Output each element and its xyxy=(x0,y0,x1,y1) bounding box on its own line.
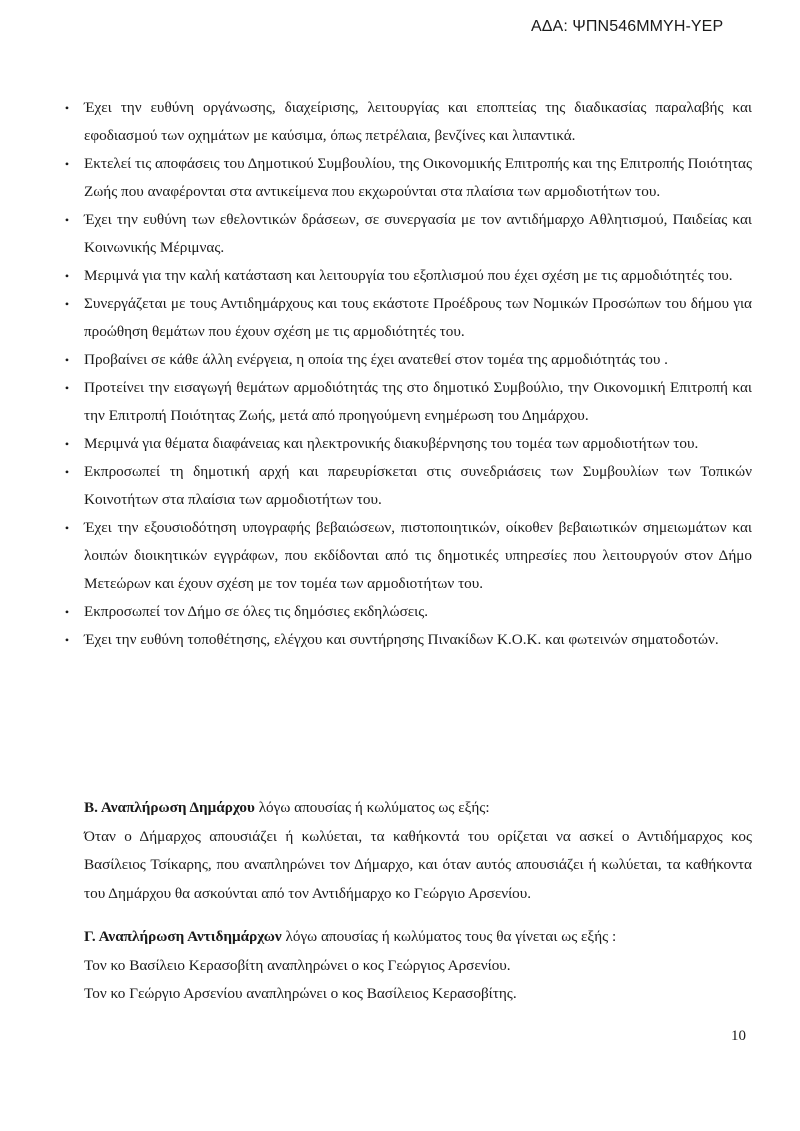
deputy-mayors-substitution-section xyxy=(84,923,752,1009)
substitution-line: Τον κο Γεώργιο Αρσενίου αναπληρώνει ο κος Βασίλειος Κερασοβίτης. xyxy=(84,985,517,1002)
list-item-text: Εκπροσωπεί τη δημοτική αρχή και παρευρίσκεται στις συνεδριάσεις των Συμβουλίων των Τοπικών Κοινοτήτων στα πλαίσια των αρμοδιοτήτων του. xyxy=(84,463,752,508)
ada-document-code: ΑΔΑ: ΨΠΝ546ΜΜΥΗ-ΥΕΡ xyxy=(531,18,724,35)
list-item xyxy=(62,598,752,626)
list-item-text: Συνεργάζεται με τους Αντιδημάρχους και τους εκάστοτε Προέδρους των Νομικών Προσώπων του δήμου για προώθηση θεμάτων που έχουν σχέση με τις αρμοδιότητές του. xyxy=(84,295,752,340)
list-item xyxy=(62,150,752,206)
list-item-text: Προβαίνει σε κάθε άλλη ενέργεια, η οποία της έχει ανατεθεί στον τομέα της αρμοδιότητάς του . xyxy=(84,351,668,368)
list-item xyxy=(62,458,752,514)
list-item xyxy=(62,290,752,346)
bullet-icon: • xyxy=(64,213,70,227)
section-heading-rest: λόγω απουσίας ή κωλύματος ως εξής: xyxy=(254,799,490,816)
list-item-text: Έχει την ευθύνη των εθελοντικών δράσεων, σε συνεργασία με τον αντιδήμαρχο Αθλητισμού, Παιδείας και Κοινωνικής Μέριμνας. xyxy=(84,211,752,256)
list-item xyxy=(62,374,752,430)
list-item-text: Προτείνει την εισαγωγή θεμάτων αρμοδιότητάς της στο δημοτικό Συμβούλιο, την Οικονομική Επιτροπή και την Επιτροπή Ποιότητας Ζωής, μετά από προηγούμενη ενημέρωση του Δημάρχου. xyxy=(84,379,752,424)
page-number: 10 xyxy=(731,1028,746,1044)
responsibilities-list xyxy=(62,94,752,654)
bullet-icon: • xyxy=(64,101,70,115)
list-item-text: Εκπροσωπεί τον Δήμο σε όλες τις δημόσιες εκδηλώσεις. xyxy=(84,603,429,620)
section-heading-bold: Γ. Αναπλήρωση Αντιδημάρχων xyxy=(84,928,282,945)
bullet-icon: • xyxy=(64,605,70,619)
bullet-icon: • xyxy=(64,381,70,395)
list-item xyxy=(62,262,752,290)
list-item-text: Εκτελεί τις αποφάσεις του Δημοτικού Συμβουλίου, της Οικονομικής Επιτροπής και της Επιτροπής Ποιότητας Ζωής που αναφέρονται στα αντικείμενα που εκχωρούνται στα πλαίσια των αρμοδιοτήτων του. xyxy=(84,155,752,200)
section-heading xyxy=(84,923,752,952)
list-item xyxy=(62,430,752,458)
section-body: Όταν ο Δήμαρχος απουσιάζει ή κωλύεται, τα καθήκοντά του ορίζεται να ασκεί ο Αντιδήμαρχος κος Βασίλειος Τσίκαρης, που αναπληρώνει τον Δήμαρχο, και όταν αυτός απουσιάζει ή κωλύεται, τα καθήκοντα του Δημάρχου θα ασκούνται από τον Αντιδήμαρχο κο Γεώργιο Αρσενίου. xyxy=(84,827,752,902)
bullet-icon: • xyxy=(64,157,70,171)
bullet-icon: • xyxy=(64,269,70,283)
substitution-line: Τον κο Βασίλειο Κερασοβίτη αναπληρώνει ο κος Γεώργιος Αρσενίου. xyxy=(84,956,511,974)
list-item xyxy=(62,206,752,262)
bullet-icon: • xyxy=(64,297,70,311)
bullet-icon: • xyxy=(64,437,70,451)
list-item-text: Έχει την ευθύνη οργάνωσης, διαχείρισης, λειτουργίας και εποπτείας της διαδικασίας παραλαβής και εφοδιασμού των οχημάτων με καύσιμα, όπως πετρέλαια, βενζίνες και λιπαντικά. xyxy=(84,99,752,144)
list-item-text: Έχει την εξουσιοδότηση υπογραφής βεβαιώσεων, πιστοποιητικών, οίκοθεν βεβαιωτικών σημειωμάτων και λοιπών διοικητικών εγγράφων, που εκδίδονται από τις δημοτικές υπηρεσίες που λειτουργούν στον Δήμο Μετεώρων και έχουν σχέση με τον τομέα των αρμοδιοτήτων του. xyxy=(84,519,752,592)
bullet-icon: • xyxy=(64,465,70,479)
bullet-icon: • xyxy=(64,353,70,367)
list-item xyxy=(62,626,752,654)
list-item-text: Μεριμνά για θέματα διαφάνειας και ηλεκτρονικής διακυβέρνησης του τομέα των αρμοδιοτήτων του. xyxy=(84,435,699,452)
section-heading xyxy=(84,794,752,823)
list-item-text: Μεριμνά για την καλή κατάσταση και λειτουργία του εξοπλισμού που έχει σχέση με τις αρμοδιότητές του. xyxy=(84,267,733,284)
section-heading-bold: Β. Αναπλήρωση Δημάρχου xyxy=(84,799,255,816)
section-heading-rest: λόγω απουσίας ή κωλύματος τους θα γίνεται ως εξής : xyxy=(281,928,617,945)
bullet-icon: • xyxy=(64,521,70,535)
list-item-text: Έχει την ευθύνη τοποθέτησης, ελέγχου και συντήρησης Πινακίδων Κ.Ο.Κ. και φωτεινών σηματοδοτών. xyxy=(84,631,719,648)
list-item xyxy=(62,514,752,598)
list-item xyxy=(62,94,752,150)
bullet-icon: • xyxy=(64,633,70,647)
mayor-substitution-section xyxy=(84,794,752,908)
list-item xyxy=(62,346,752,374)
